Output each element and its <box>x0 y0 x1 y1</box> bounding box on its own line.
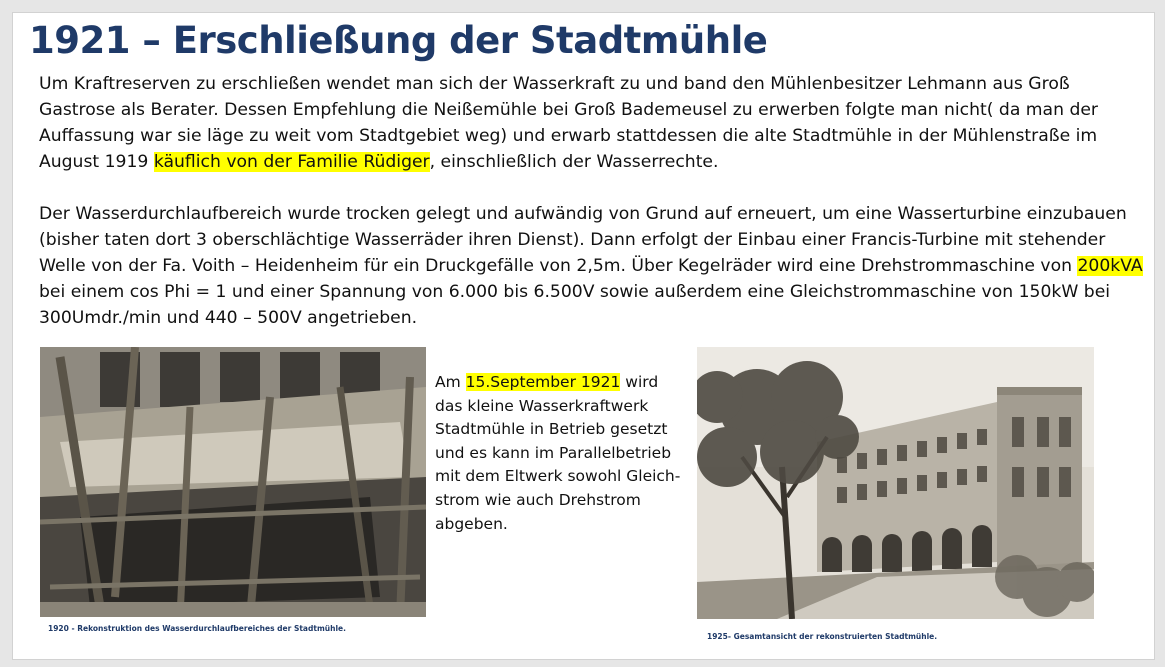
paragraph-turbine <box>39 201 1151 331</box>
photo-mill-overview-1925 <box>697 347 1094 619</box>
paragraph-turbine-end: bei einem cos Phi = 1 und einer Spannung von 6.000 bis 6.500V sowie außerdem eine Gleichstrommaschine von 150kW bei 300Umdr./min und 440 – 500V angetrieben. <box>39 282 1111 328</box>
photo-mill-overview-image <box>697 347 1094 619</box>
highlight-date: 15.September 1921 <box>465 373 621 391</box>
commissioning-line-3: Stadtmühle in Betrieb gesetzt <box>435 420 668 439</box>
highlight-rudiger: käuflich von der Familie Rüdiger <box>153 152 430 172</box>
caption-photo-1920: 1920 - Rekonstruktion des Wasserdurchlaufbereiches der Stadtmühle. <box>48 624 346 633</box>
commissioning-line-1-rest: wird <box>620 373 659 391</box>
paragraph-purchase-end: , einschließlich der Wasserrechte. <box>429 152 719 172</box>
commissioning-line-7: abgeben. <box>435 514 508 533</box>
slide-title: 1921 – Erschließung der Stadtmühle <box>29 19 768 62</box>
commissioning-line-6: strom wie auch Drehstrom <box>435 490 641 509</box>
photo-reconstruction-image <box>40 347 426 617</box>
commissioning-prefix: Am <box>435 373 466 391</box>
commissioning-text <box>435 371 695 536</box>
commissioning-line-5: mit dem Eltwerk sowohl Gleich- <box>435 467 681 486</box>
commissioning-line-4: und es kann im Parallelbetrieb <box>435 443 672 462</box>
commissioning-line-2: das kleine Wasserkraftwerk <box>435 396 649 415</box>
paragraph-purchase-text: Um Kraftreserven zu erschließen wendet man sich der Wasserkraft zu und band den Mühlenbesitzer Lehmann aus Groß Gastrose als Berater. Dessen Empfehlung die Neißemühle bei Groß Bademeusel zu erwerben folgte man nicht( da man der Auffassung war sie läge zu weit vom Stadtgebiet weg) und erwarb stattdessen die alte Stadtmühle in der Mühlenstraße im August 1919 <box>39 74 1098 172</box>
paragraph-turbine-text: Der Wasserdurchlaufbereich wurde trocken gelegt und aufwändig von Grund auf erneuert, um eine Wasserturbine einzubauen (bisher taten dort 3 oberschlächtige Wasserräder ihren Dienst). Dann erfolgt der Einbau einer Francis-Turbine mit stehender Welle von der Fa. Voith – Heidenheim für ein Druckgefälle von 2,5m. Über Kegelräder wird eine Drehstrommaschine von <box>39 204 1127 276</box>
highlight-200kva: 200kVA <box>1077 256 1143 276</box>
photo-reconstruction-1920 <box>40 347 426 617</box>
commissioning-line-1 <box>435 371 695 395</box>
paragraph-purchase <box>39 71 1151 175</box>
slide <box>12 12 1155 660</box>
caption-photo-1925: 1925- Gesamtansicht der rekonstruierten Stadtmühle. <box>707 632 938 641</box>
